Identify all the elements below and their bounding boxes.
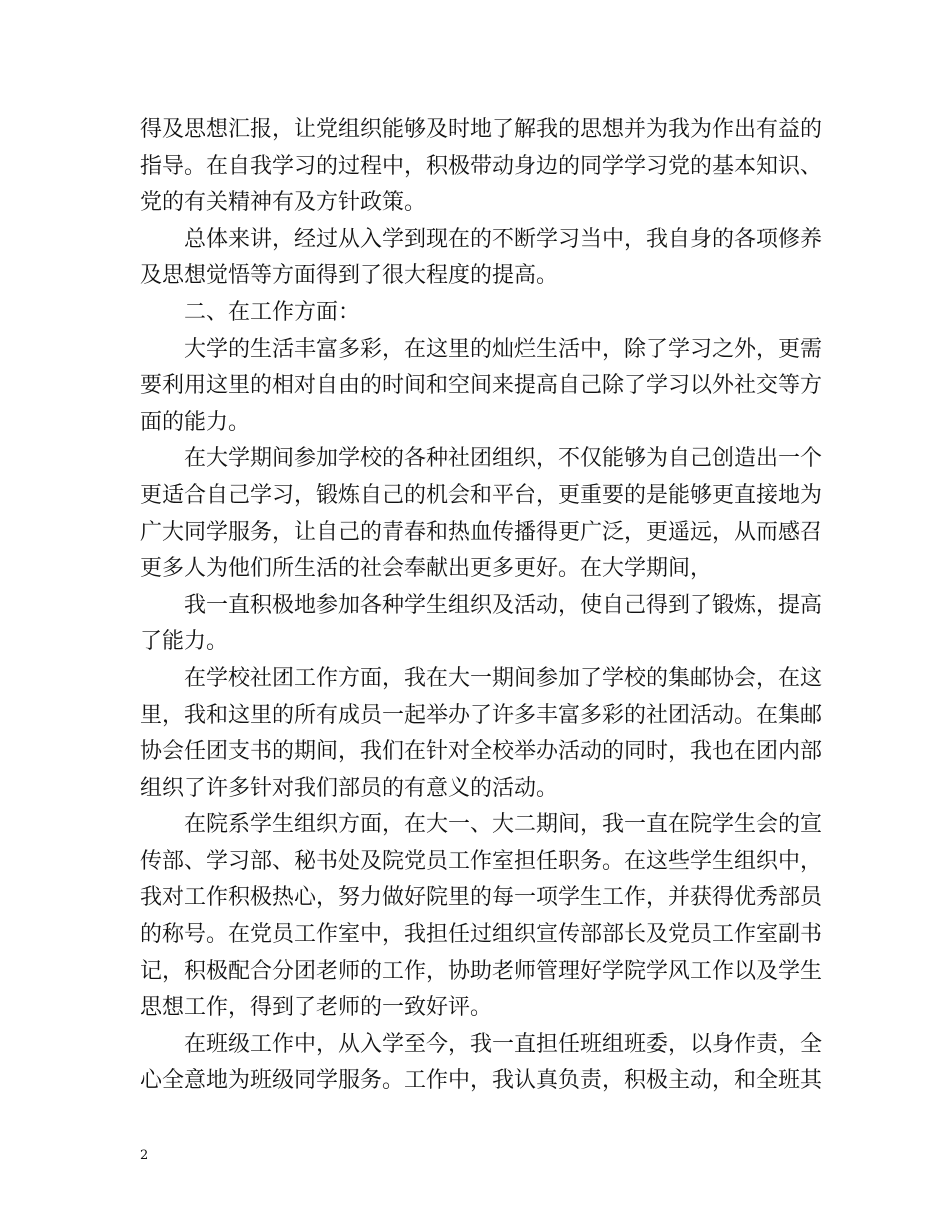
text-line: 及思想觉悟等方面得到了很大程度的提高。 [140,263,559,289]
text-line: 思想工作，得到了老师的一致好评。 [140,995,493,1021]
text-line: 广大同学服务，让自己的青春和热血传播得更广泛，更遥远，从而感召 [140,519,823,545]
text-line: 了能力。 [140,629,229,655]
text-line: 组织了许多针对我们部员的有意义的活动。 [140,775,559,801]
text-line: 我一直积极地参加各种学生组织及活动，使自己得到了锻炼，提高 [184,592,823,618]
text-line: 总体来讲，经过从入学到现在的不断学习当中，我自身的各项修养 [184,226,823,252]
text-line: 在学校社团工作方面，我在大一期间参加了学校的集邮协会，在这 [184,665,823,691]
text-line: 我对工作积极热心，努力做好院里的每一项学生工作，并获得优秀部员 [140,885,823,911]
text-line: 心全意地为班级同学服务。工作中，我认真负责，积极主动，和全班其 [140,1068,823,1094]
text-line: 面的能力。 [140,409,251,435]
text-line: 在班级工作中，从入学至今，我一直担任班组班委，以身作责，全 [184,1031,823,1057]
text-line: 更多人为他们所生活的社会奉献出更多更好。在大学期间， [140,556,713,582]
text-line: 在大学期间参加学校的各种社团组织，不仅能够为自己创造出一个 [184,446,823,472]
text-line: 得及思想汇报，让党组织能够及时地了解我的思想并为我为作出有益的 [140,117,823,142]
text-line: 传部、学习部、秘书处及院党员工作室担任职务。在这些学生组织中， [140,848,823,874]
text-line: 更适合自己学习，锻炼自己的机会和平台，更重要的是能够更直接地为 [140,482,823,508]
text-line: 要利用这里的相对自由的时间和空间来提高自己除了学习以外社交等方 [140,373,823,399]
text-line: 指导。在自我学习的过程中，积极带动身边的同学学习党的基本知识、 [140,153,823,179]
page-number: 2 [140,1148,149,1163]
body-text [140,112,823,1100]
text-line: 协会任团支书的期间，我们在针对全校举办活动的同时，我也在团内部 [140,739,823,765]
text-line: 在院系学生组织方面，在大一、大二期间，我一直在院学生会的宣 [184,812,823,838]
text-line: 的称号。在党员工作室中，我担任过组织宣传部部长及党员工作室副书 [140,922,823,948]
text-line: 里，我和这里的所有成员一起举办了许多丰富多彩的社团活动。在集邮 [140,702,823,728]
text-line: 党的有关精神有及方针政策。 [140,190,427,216]
text-line: 记，积极配合分团老师的工作，协助老师管理好学院学风工作以及学生 [140,958,823,984]
text-line: 大学的生活丰富多彩，在这里的灿烂生活中，除了学习之外，更需 [184,336,823,362]
text-line: 二、在工作方面： [184,299,361,325]
